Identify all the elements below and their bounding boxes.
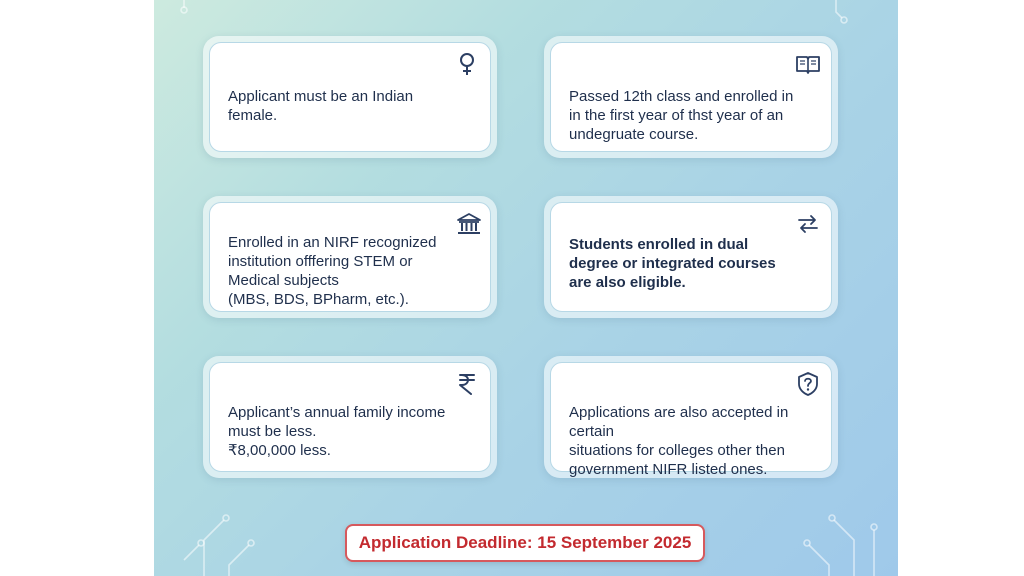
eligibility-card-dual-degree — [544, 196, 838, 318]
open-book-icon — [795, 51, 821, 77]
card-body — [550, 362, 832, 478]
female-symbol-icon — [454, 51, 480, 77]
card-body — [209, 362, 491, 472]
card-body — [209, 202, 491, 312]
application-deadline-banner: Application Deadline: 15 September 2025 — [345, 524, 705, 562]
eligibility-card-nationality — [203, 36, 497, 158]
card-text: Enrolled in an NIRF recognized institution offfering STEM or Medical subjects (MBS, BDS, BPharm, etc.). — [228, 234, 437, 308]
card-text: Applicant must be an Indian female. — [228, 88, 414, 124]
card-text: Applications are also accepted in certain situations for colleges other then government NIFR listed ones. — [569, 404, 789, 478]
card-body — [209, 42, 491, 152]
eligibility-card-institution — [203, 196, 497, 318]
eligibility-card-education — [544, 36, 838, 158]
card-body — [550, 202, 832, 312]
swap-arrows-icon — [795, 211, 821, 237]
shield-question-icon — [795, 371, 821, 397]
eligibility-card-other-colleges — [544, 356, 838, 478]
card-body — [550, 42, 832, 152]
card-text: Applicant’s annual family income must be less. ₹8,00,000 less. — [228, 404, 446, 459]
eligibility-card-income — [203, 356, 497, 478]
card-text: Passed 12th class and enrolled in in the first year of thst year of an undegruate course. — [569, 88, 794, 143]
rupee-icon — [454, 371, 480, 397]
card-text: Students enrolled in dual degree or integrated courses are also eligible. — [569, 236, 776, 291]
